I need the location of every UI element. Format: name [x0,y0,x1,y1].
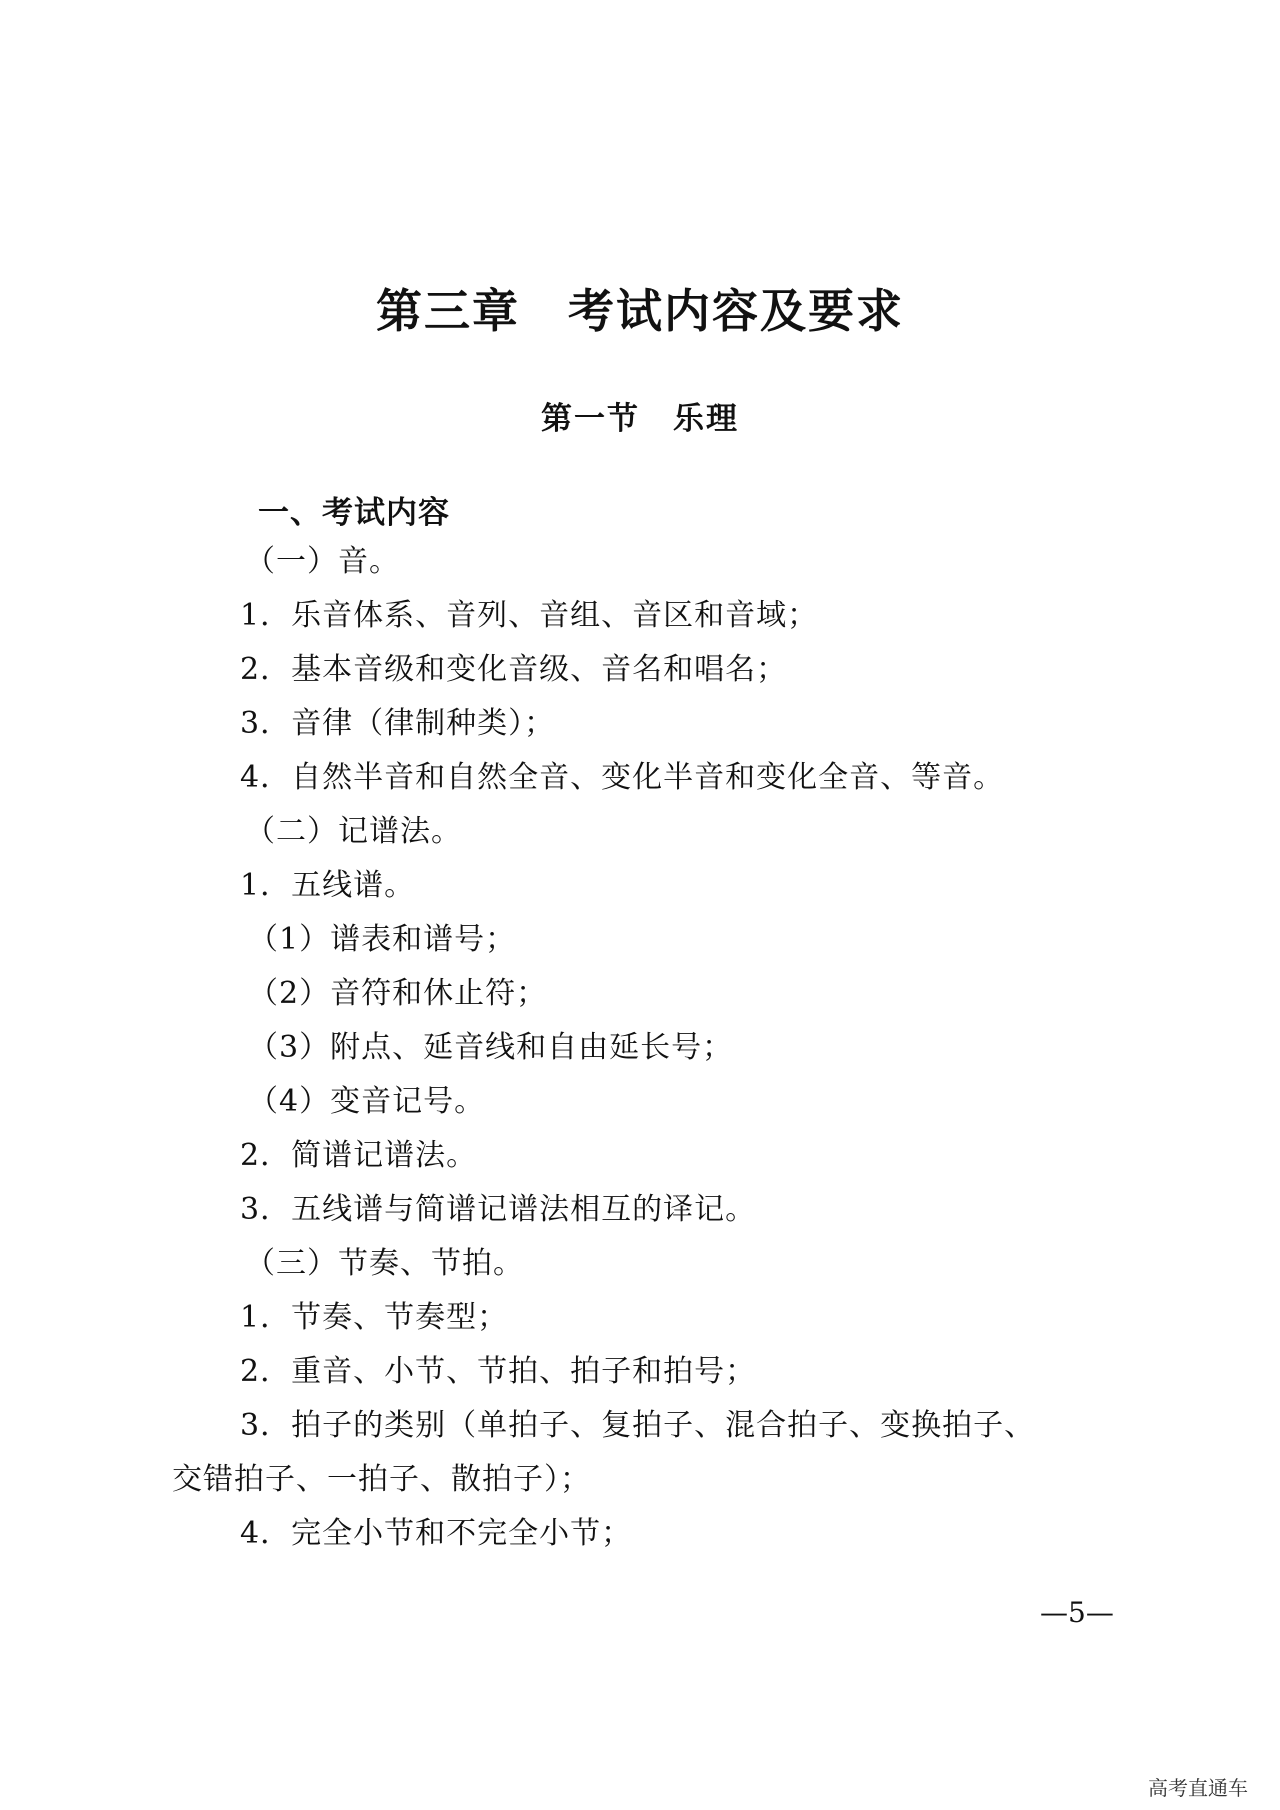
sub-list-item: （1）谱表和谱号； [248,922,517,957]
category-notation: （二）记谱法。 [245,814,462,849]
content-heading: 一、考试内容 [258,495,450,531]
list-item: 4．自然半音和自然全音、变化半音和变化全音、等音。 [240,760,1005,795]
list-item: 4．完全小节和不完全小节； [240,1516,633,1551]
list-item-continuation: 交错拍子、一拍子、散拍子）； [172,1462,591,1497]
sub-list-item: （4）变音记号。 [248,1084,486,1119]
page-number: —5— [1040,1596,1114,1629]
list-item: 1．五线谱。 [240,868,416,903]
category-rhythm-meter: （三）节奏、节拍。 [245,1246,524,1281]
list-item: 3．拍子的类别（单拍子、复拍子、混合拍子、变换拍子、 [240,1408,1036,1443]
list-item: 1．乐音体系、音列、音组、音区和音域； [240,598,819,633]
list-item: 2．重音、小节、节拍、拍子和拍号； [240,1354,757,1389]
sub-list-item: （3）附点、延音线和自由延长号； [248,1030,734,1065]
category-sound: （一）音。 [245,544,400,579]
list-item: 3．音律（律制种类）； [240,706,556,741]
sub-list-item: （2）音符和休止符； [248,976,548,1011]
watermark-text: 高考直通车 [1148,1776,1248,1800]
list-item: 3．五线谱与简谱记谱法相互的译记。 [240,1192,757,1227]
list-item: 2．简谱记谱法。 [240,1138,478,1173]
list-item: 2．基本音级和变化音级、音名和唱名； [240,652,788,687]
chapter-title: 第三章 考试内容及要求 [376,284,904,338]
list-item: 1．节奏、节奏型； [240,1300,509,1335]
section-title: 第一节 乐理 [541,401,739,437]
